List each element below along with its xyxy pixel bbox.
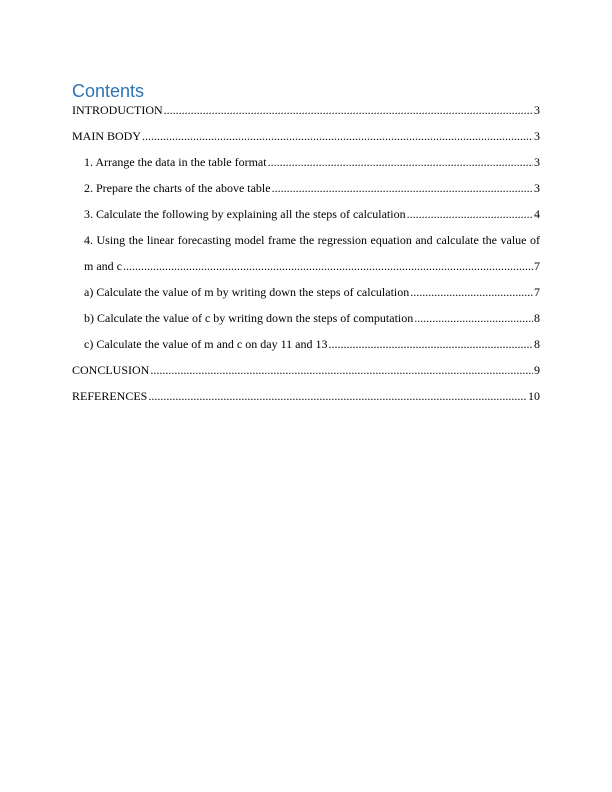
toc-entry-page: 8	[534, 311, 540, 325]
toc-entry-label: b) Calculate the value of c by writing down the steps of computation	[84, 311, 414, 325]
toc-entry-main-body[interactable]	[72, 129, 540, 143]
dot-leader	[164, 103, 533, 117]
dot-leader	[272, 181, 533, 195]
table-of-contents	[72, 80, 540, 403]
toc-entry-label: REFERENCES	[72, 389, 148, 403]
toc-entry-page: 4	[534, 207, 540, 221]
toc-entry-page: 3	[534, 103, 540, 117]
dot-leader	[410, 285, 533, 299]
toc-entry-page: 3	[534, 181, 540, 195]
dot-leader	[328, 337, 533, 351]
toc-entry-prepare-charts[interactable]	[72, 181, 540, 195]
toc-entry-conclusion[interactable]	[72, 363, 540, 377]
toc-entry-label: 3. Calculate the following by explaining all the steps of calculation	[84, 207, 406, 221]
toc-entry-page: 7	[534, 259, 540, 273]
toc-entry-introduction[interactable]	[72, 103, 540, 117]
toc-entry-label: INTRODUCTION	[72, 103, 163, 117]
toc-entry-page: 3	[534, 129, 540, 143]
toc-heading: Contents	[72, 81, 145, 101]
dot-leader	[414, 311, 533, 325]
toc-entry-calculate-following[interactable]	[72, 207, 540, 221]
toc-entry-references[interactable]	[72, 389, 540, 403]
toc-entry-label: c) Calculate the value of m and c on day 11 and 13	[84, 337, 328, 351]
dot-leader	[150, 363, 533, 377]
toc-entry-label: MAIN BODY	[72, 129, 141, 143]
toc-entry-label: a) Calculate the value of m by writing down the steps of calculation	[84, 285, 410, 299]
dot-leader	[148, 389, 527, 403]
toc-entry-page: 8	[534, 337, 540, 351]
toc-entry-page: 10	[528, 389, 540, 403]
dot-leader	[123, 259, 533, 273]
toc-entry-value-of-m[interactable]	[72, 285, 540, 299]
toc-entry-label: 1. Arrange the data in the table format	[84, 155, 267, 169]
dot-leader	[407, 207, 533, 221]
toc-entry-value-of-c[interactable]	[72, 311, 540, 325]
toc-entry-arrange-data[interactable]	[72, 155, 540, 169]
dot-leader	[268, 155, 533, 169]
toc-entry-linear-forecasting[interactable]	[72, 233, 540, 273]
toc-entry-label-line2: m and c	[84, 259, 122, 273]
toc-entry-label: 2. Prepare the charts of the above table	[84, 181, 271, 195]
toc-entry-page: 3	[534, 155, 540, 169]
dot-leader	[142, 129, 533, 143]
toc-entry-page: 7	[534, 285, 540, 299]
toc-entry-label: CONCLUSION	[72, 363, 150, 377]
toc-entry-line2	[84, 259, 540, 273]
toc-entry-m-and-c-days[interactable]	[72, 337, 540, 351]
toc-entry-page: 9	[534, 363, 540, 377]
toc-entry-label-line1: 4. Using the linear forecasting model frame the regression equation and calculate the value of	[84, 233, 540, 247]
